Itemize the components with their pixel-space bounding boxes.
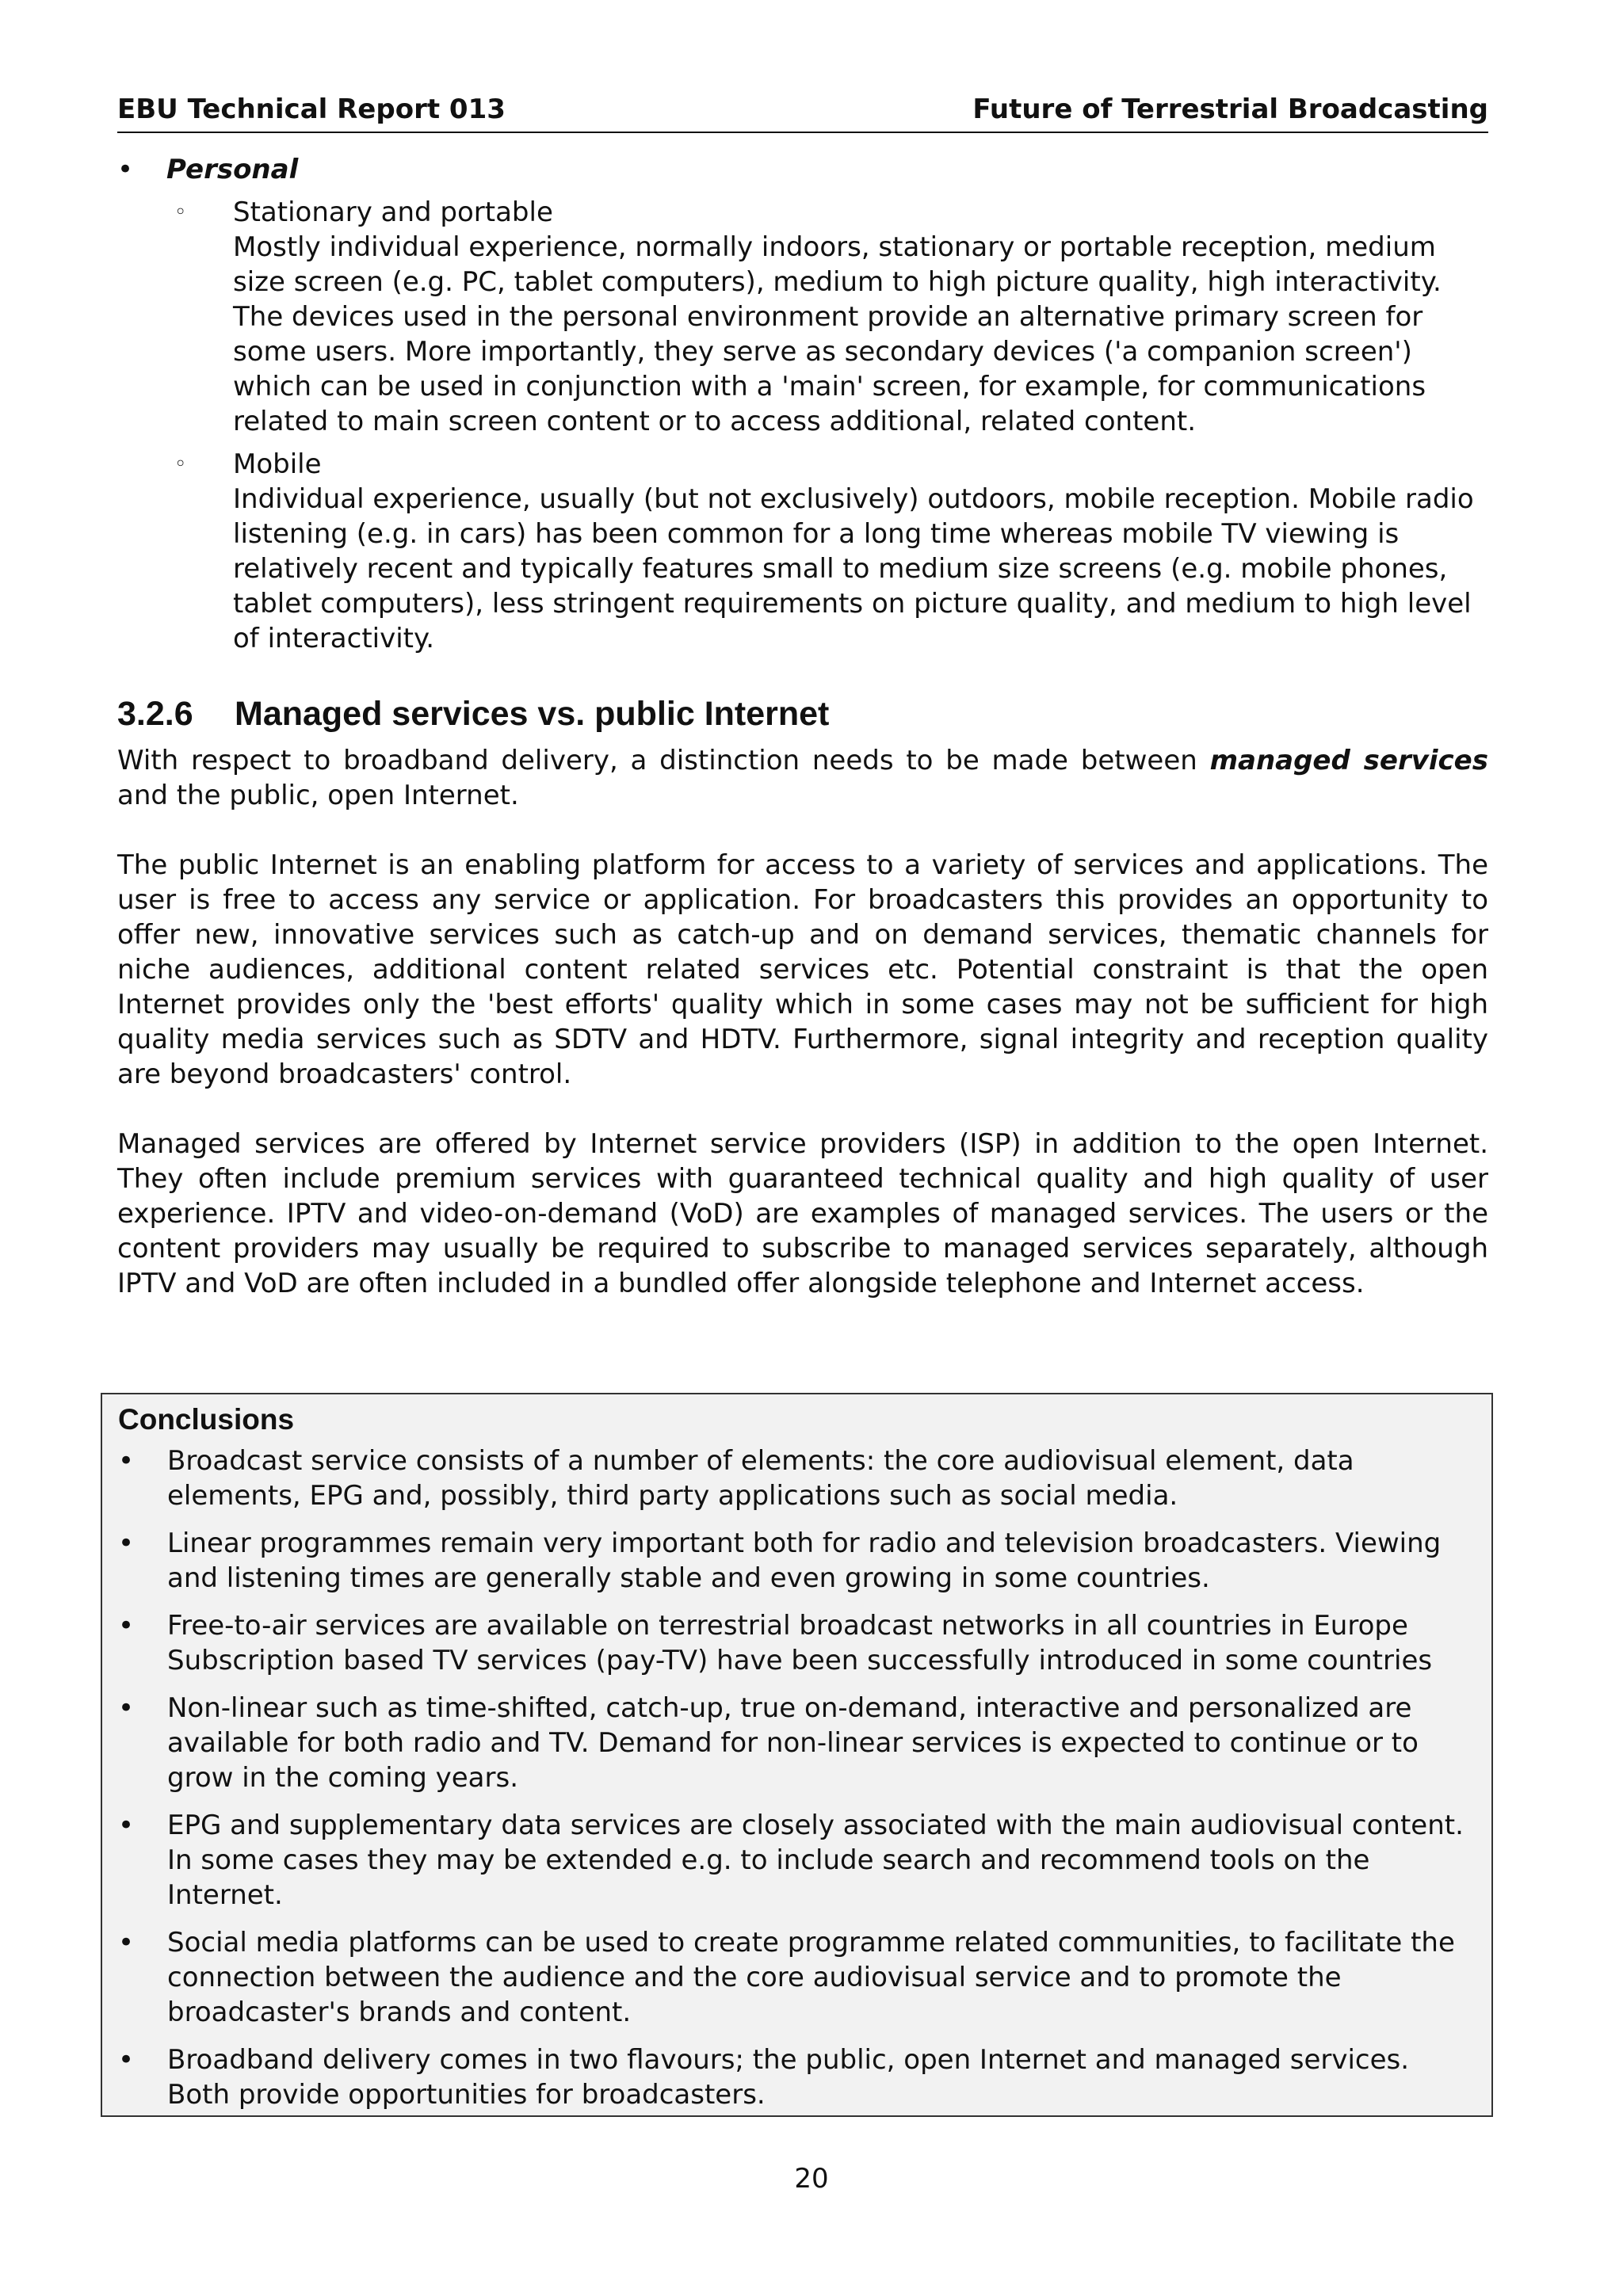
- conclusion-text: Non-linear such as time-shifted, catch-up, true on-demand, interactive and personalized are available for both radio and TV. Demand for non-linear services is expected to continue or to grow in the coming years.: [167, 1692, 1419, 1794]
- paragraph-intro-end: and the public, open Internet.: [117, 780, 519, 811]
- conclusion-item: [118, 1526, 1476, 1596]
- header-report-title: EBU Technical Report 013: [117, 93, 506, 125]
- paragraph-intro-start: With respect to broadband delivery, a distinction needs to be made between: [117, 745, 1210, 776]
- bullet-marker: •: [118, 1810, 135, 1841]
- conclusion-text: Linear programmes remain very important both for radio and television broadcasters. Viewing and listening times are generally stable and even growing in some countries.: [167, 1527, 1442, 1594]
- bullet-marker: •: [118, 1692, 135, 1724]
- conclusion-text: Social media platforms can be used to create programme related communities, to facilitate the connection between the audience and the core audiovisual service and to promote the broadcaster's brands and content.: [167, 1927, 1455, 2028]
- bullet-marker: •: [118, 2044, 135, 2076]
- bullet-marker: •: [118, 1610, 135, 1642]
- bullet-marker: •: [118, 1445, 135, 1477]
- sub-item-text: Individual experience, usually (but not exclusively) outdoors, mobile reception. Mobile radio listening (e.g. in cars) has been common for a long time whereas mobile TV viewing is relatively recent and typically features small to medium size screens (e.g. mobile phones, tablet computers), less stringent requirements on picture quality, and medium to high level of interactivity.: [233, 483, 1474, 654]
- sub-item-title: Mobile: [233, 448, 322, 480]
- list-item: [174, 195, 1488, 439]
- conclusion-item: [118, 1925, 1476, 2030]
- bullet-marker: •: [118, 1527, 135, 1559]
- conclusion-item: [118, 1691, 1476, 1795]
- header-document-title: Future of Terrestrial Broadcasting: [972, 93, 1488, 125]
- conclusion-text: Free-to-air services are available on terrestrial broadcast networks in all countries in Europe Subscription based TV services (pay-TV) have been successfully introduced in some countries: [167, 1610, 1433, 1676]
- conclusions-title: Conclusions: [118, 1403, 295, 1436]
- emphasis-managed-services: managed services: [1209, 745, 1488, 776]
- sub-bullet-marker: ◦: [174, 200, 187, 224]
- conclusion-item: [118, 2042, 1476, 2112]
- running-header: [117, 93, 1488, 133]
- section-title: Managed services vs. public Internet: [235, 695, 830, 733]
- conclusion-text: EPG and supplementary data services are closely associated with the main audiovisual content. In some cases they may be extended e.g. to include search and recommend tools on the Internet.: [167, 1810, 1464, 1911]
- conclusion-item: [118, 1444, 1476, 1513]
- personal-sub-list: [174, 195, 1488, 656]
- conclusion-text: Broadband delivery comes in two flavours; the public, open Internet and managed services. Both provide opportunities for broadcasters.: [167, 2044, 1410, 2111]
- section-number: 3.2.6: [117, 695, 193, 733]
- bullet-marker: •: [118, 1927, 135, 1958]
- bullet-marker: •: [117, 154, 134, 185]
- list-item: [174, 447, 1488, 656]
- paragraph-managed-services: Managed services are offered by Internet service providers (ISP) in addition to the open Internet. They often include premium services with guaranteed technical quality and high quality of user experience. IPTV and video-on-demand (VoD) are examples of managed services. The users or the content providers may usually be required to subscribe to managed services separately, although IPTV and VoD are often included in a bundled offer alongside telephone and Internet access.: [117, 1128, 1488, 1299]
- sub-item-text: Mostly individual experience, normally indoors, stationary or portable reception, medium size screen (e.g. PC, tablet computers), medium to high picture quality, high interactivity. The devices used in the personal environment provide an alternative primary screen for some users. More importantly, they serve as secondary devices ('a companion screen') which can be used in conjunction with a 'main' screen, for example, for communications related to main screen content or to access additional, related content.: [233, 231, 1442, 437]
- paragraph-public-internet: The public Internet is an enabling platform for access to a variety of services and applications. The user is free to access any service or application. For broadcasters this provides an opportunity to offer new, innovative services such as catch-up and on demand services, thematic channels for niche audiences, additional content related services etc. Potential constraint is that the open Internet provides only the 'best efforts' quality which in some cases may not be sufficient for high quality media services such as SDTV and HDTV. Furthermore, signal integrity and reception quality are beyond broadcasters' control.: [117, 849, 1488, 1090]
- paragraph-intro: [117, 743, 1488, 813]
- sub-bullet-marker: ◦: [174, 452, 187, 476]
- sub-item-title: Stationary and portable: [233, 196, 553, 228]
- document-page: [117, 93, 1488, 1336]
- conclusion-text: Broadcast service consists of a number of elements: the core audiovisual element, data elements, EPG and, possibly, third party applications such as social media.: [167, 1445, 1354, 1512]
- personal-bullet: [117, 152, 1488, 187]
- conclusions-box: [101, 1393, 1493, 2117]
- section-heading: [117, 694, 1488, 734]
- personal-label: Personal: [166, 154, 299, 185]
- conclusion-item: [118, 1808, 1476, 1913]
- conclusion-item: [118, 1608, 1476, 1678]
- page-number: 20: [794, 2163, 829, 2195]
